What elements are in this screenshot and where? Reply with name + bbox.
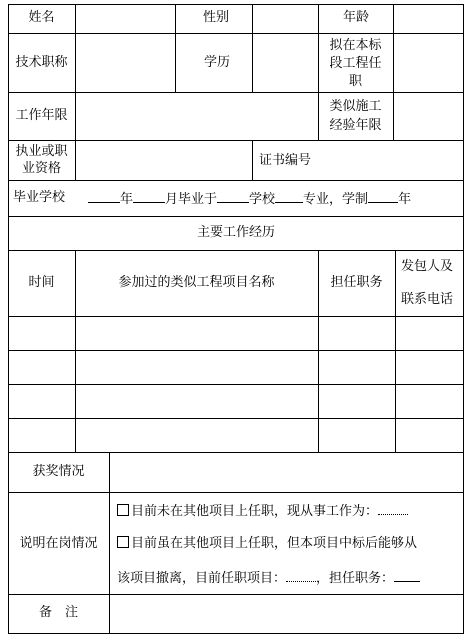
- tech-title-label: 技术职称: [15, 55, 68, 70]
- school-name-blank[interactable]: [217, 189, 249, 203]
- row-line: [8, 594, 464, 595]
- border-bottom: [8, 633, 464, 634]
- col-contact-header-2: 联系电话: [401, 292, 454, 307]
- border-right: [463, 4, 464, 634]
- col-line: [395, 250, 396, 452]
- cert-number-label: 证书编号: [259, 153, 312, 168]
- age-label: 年龄: [343, 10, 370, 25]
- gender-label: 性别: [203, 10, 230, 25]
- col-project-header: 参加过的类似工程项目名称: [118, 275, 275, 290]
- col-time-header: 时间: [28, 275, 55, 290]
- row-line: [8, 492, 464, 493]
- row-line: [8, 216, 464, 217]
- row-line: [8, 92, 464, 93]
- row-line: [8, 452, 464, 453]
- status-option-1: 目前未在其他项目上任职，现从事工作为：: [117, 501, 408, 521]
- col-line: [252, 4, 253, 92]
- col-position-header: 担任职务: [330, 275, 383, 290]
- current-project-blank[interactable]: [286, 568, 316, 582]
- planned-role-label-3: 职: [348, 74, 362, 89]
- graduation-sentence: 年 月毕业于 学校 专业，学制 年: [88, 189, 411, 209]
- school-label: 毕业学校: [13, 190, 66, 205]
- border-top: [8, 4, 464, 5]
- work-years-label: 工作年限: [15, 108, 68, 123]
- current-work-blank[interactable]: [378, 501, 408, 515]
- study-years-blank[interactable]: [368, 189, 398, 203]
- status-option-2: 目前虽在其他项目上任职，但本项目中标后能够从: [117, 535, 417, 553]
- similar-exp-label-1: 类似施工: [329, 99, 382, 114]
- row-line: [8, 33, 464, 34]
- grad-month-blank[interactable]: [133, 189, 165, 203]
- planned-role-label-1: 拟在本标: [329, 38, 382, 53]
- status-option-2-cont: 该项目撤离，目前任职项目： ，担任职务：: [117, 568, 420, 588]
- col-line: [393, 4, 394, 140]
- name-label: 姓名: [28, 10, 55, 25]
- col-line: [109, 452, 110, 634]
- education-label: 学历: [204, 55, 231, 70]
- col-contact-header-1: 发包人及: [401, 259, 454, 274]
- awards-label: 获奖情况: [32, 464, 85, 479]
- qualification-label-2: 业资格: [21, 161, 61, 176]
- qualification-label-1: 执业或职: [15, 144, 68, 159]
- option-1-checkbox[interactable]: [117, 504, 129, 516]
- col-line: [252, 140, 253, 180]
- col-line: [175, 4, 176, 92]
- remarks-label: 备 注: [38, 605, 78, 620]
- status-label: 说明在岗情况: [19, 536, 98, 551]
- similar-exp-label-2: 经验年限: [329, 118, 382, 133]
- experience-title: 主要工作经历: [196, 225, 275, 240]
- col-line: [75, 4, 76, 180]
- grad-year-blank[interactable]: [88, 189, 120, 203]
- planned-role-label-2: 段工程任: [329, 56, 382, 71]
- option-2-checkbox[interactable]: [117, 536, 129, 548]
- row-line: [8, 140, 464, 141]
- current-role-blank[interactable]: [394, 568, 420, 582]
- major-blank[interactable]: [275, 189, 303, 203]
- row-line: [8, 180, 464, 181]
